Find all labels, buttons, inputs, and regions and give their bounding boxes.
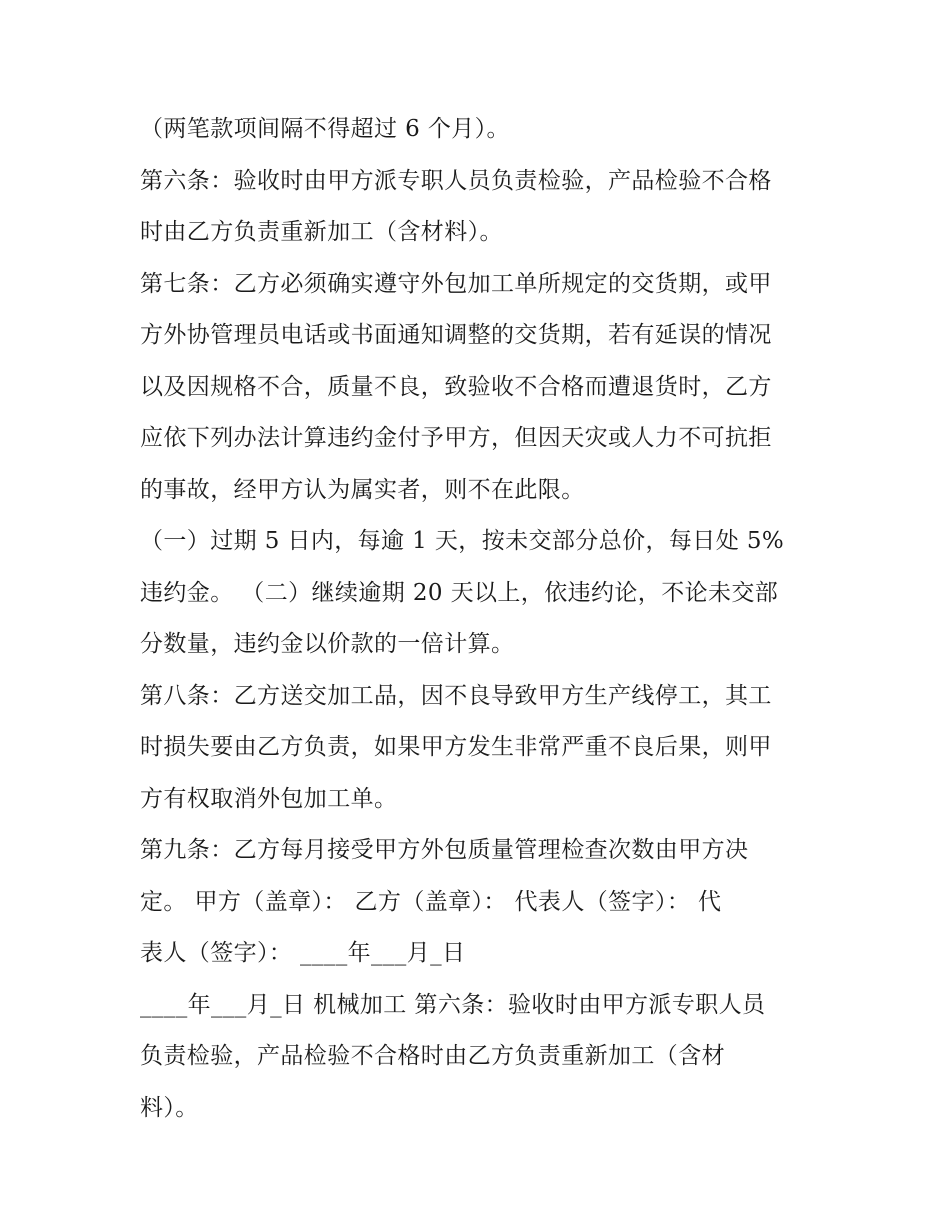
text-line: 分数量，违约金以价款的一倍计算。 (140, 631, 515, 657)
text-line: 方有权取消外包加工单。 (140, 785, 398, 812)
text-line: 的事故，经甲方认为属实者，则不在此限。 (140, 476, 585, 503)
text-line: 负责检验，产品检验不合格时由乙方负责重新加工（含材 (140, 1043, 725, 1069)
text-line: ____年___月_日 机械加工 第六条：验收时由甲方派专职人员 (140, 991, 766, 1018)
text-line: 方外协管理员电话或书面通知调整的交货期，若有延误的情况 (140, 322, 772, 348)
text-line: 违约金。 （二）继续逾期 20 天以上，依违约论，不论未交部 (140, 579, 779, 606)
text-line: 第六条：验收时由甲方派专职人员负责检验，产品检验不合格 (140, 167, 772, 194)
text-line: 表人（签字）： ____年___月_日 (140, 940, 466, 966)
text-line: 第九条：乙方每月接受甲方外包质量管理检查次数由甲方决 (140, 837, 749, 863)
text-line: 第七条：乙方必须确实遵守外包加工单所规定的交货期，或甲 (140, 270, 772, 297)
text-line: 以及因规格不合，质量不良，致验收不合格而遭退货时，乙方 (140, 373, 772, 400)
text-line: 定。 甲方（盖章）： 乙方（盖章）： 代表人（签字）： 代 (140, 888, 722, 915)
document-body (140, 104, 820, 1134)
text-line: （两笔款项间隔不得超过 6 个月）。 (140, 116, 510, 142)
text-line: （一）过期 5 日内，每逾 1 天，按未交部分总价，每日处 5% (140, 528, 785, 554)
text-line: 第八条：乙方送交加工品，因不良导致甲方生产线停工，其工 (140, 682, 772, 709)
text-line: 时损失要由乙方负责，如果甲方发生非常严重不良后果，则甲 (140, 734, 772, 760)
text-line: 应依下列办法计算违约金付予甲方，但因天灾或人力不可抗拒 (140, 425, 772, 451)
text-line: 时由乙方负责重新加工（含材料）。 (140, 219, 503, 245)
text-line: 料）。 (140, 1094, 199, 1121)
